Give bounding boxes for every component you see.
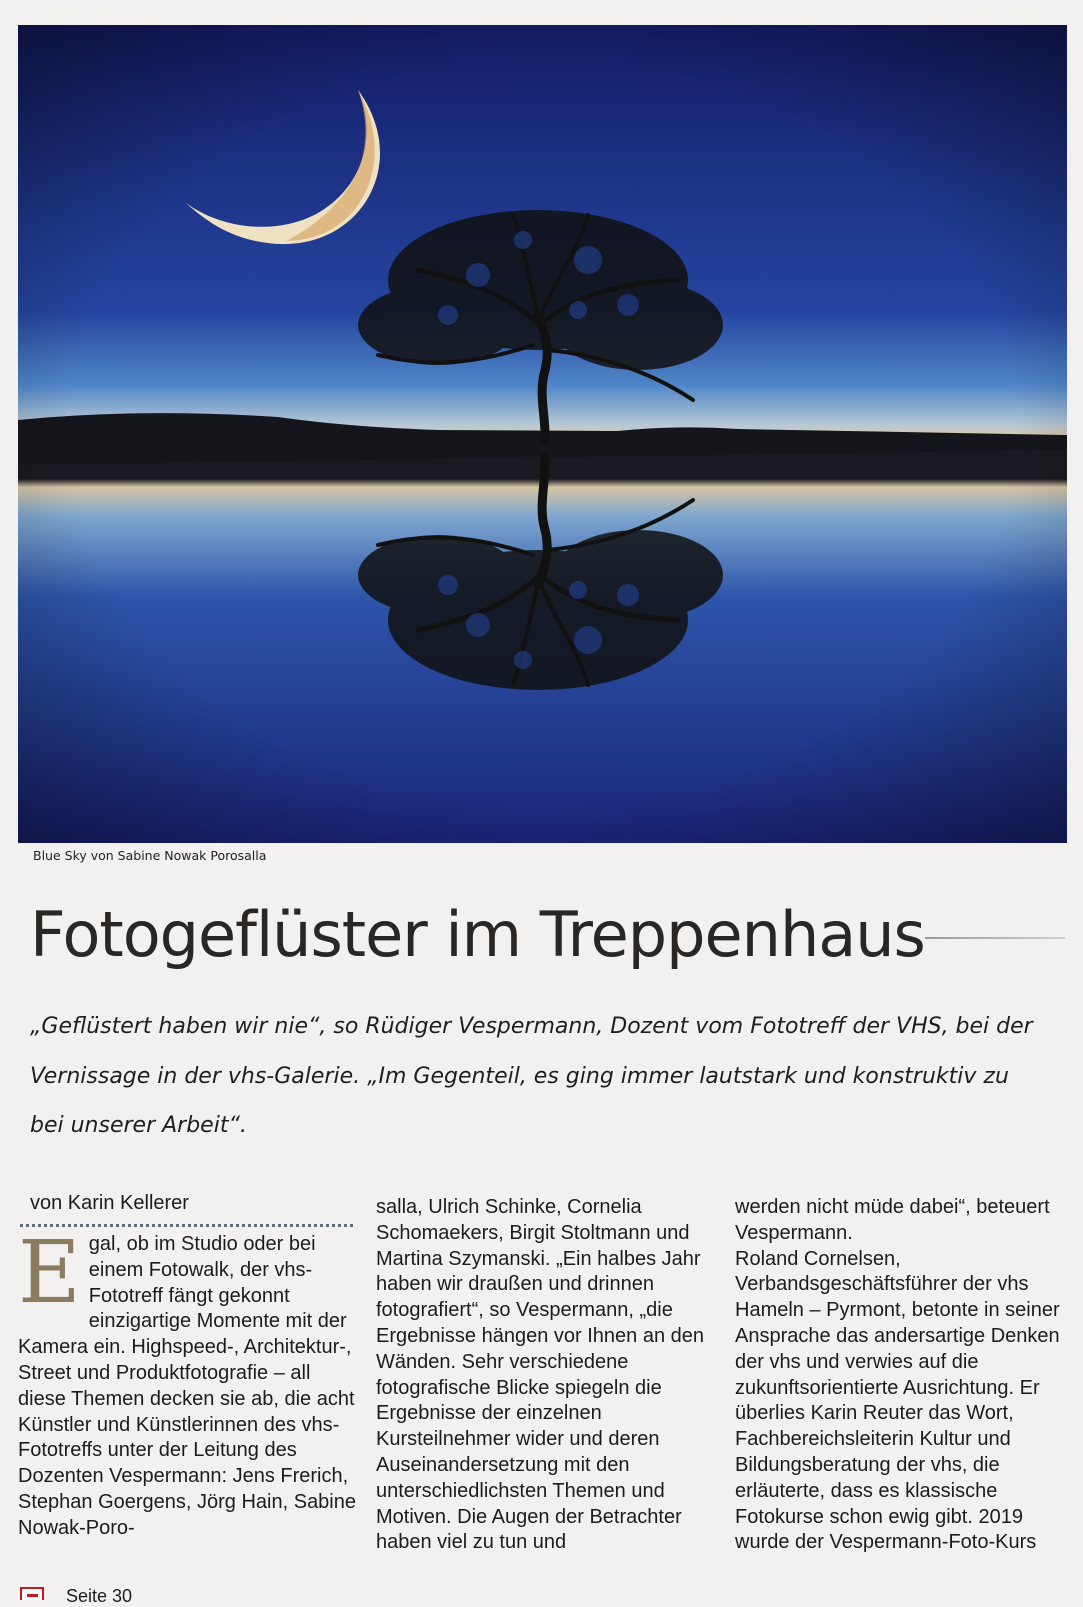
hero-photo: [18, 25, 1067, 843]
column-1-text: gal, ob im Studio oder bei einem Fotowalk, der vhs-Fototreff fängt gekonnt einzigartige Momente mit der Kamera ein. Highspeed-, Architektur-, Street und Produktfotografie – all diese Themen decken sie ab, die acht Künstler und Künstlerinnen des vhs-Fototreffs unter der Leitung des Dozenten Vespermann: Jens Frerich, Stephan Goergens, Jörg Hain, Sabine Nowak-Poro-: [18, 1233, 356, 1539]
byline: von Karin Kellerer: [30, 1192, 189, 1214]
headline-rule: [925, 937, 1065, 939]
document-icon: [20, 1587, 44, 1600]
column-2-text: salla, Ulrich Schinke, Cornelia Schomaekers, Birgit Stoltmann und Martina Szymanski. „Ein halbes Jahr haben wir draußen und drinnen fotografiert“, so Vespermann, „die Ergebnisse hängen vor Ihnen an den Wänden. Sehr verschiedene fotografische Blicke spiegeln die Ergebnisse der einzelnen Kursteilnehmer wider und deren Auseinandersetzung mit den unterschiedlichsten Themen und Motiven. Die Augen der Betrachter haben viel zu tun und: [376, 1196, 705, 1554]
column-3-text-a: werden nicht müde dabei“, beteuert Vespermann.: [735, 1196, 1050, 1244]
column-3: [735, 1195, 1065, 1556]
page-number: Seite 30: [66, 1586, 133, 1606]
column-1: [18, 1223, 358, 1542]
moon-tree-reflection-image: [18, 25, 1067, 843]
column-2: [376, 1195, 716, 1556]
column-3-text-b: Roland Cornelsen, Verbandsgeschäftsführer der vhs Hameln – Pyrmont, betonte in seiner Ansprache das andersartige Denken der vhs und verwies auf die zukunftsorientierte Ausrichtung. Er überlies Karin Reuter das Wort, Fachbereichsleiterin Kultur und Bildungsberatung der vhs, die erläuterte, dass es klassische Fotokurse schon ewig gibt. 2019 wurde der Vespermann-Foto-Kurs: [735, 1247, 1060, 1554]
photo-caption: Blue Sky von Sabine Nowak Porosalla: [33, 848, 267, 863]
drop-cap: E: [18, 1223, 81, 1323]
article-headline: Fotogeflüster im Treppenhaus: [30, 898, 925, 971]
article-lead: „Geflüstert haben wir nie“, so Rüdiger Vespermann, Dozent vom Fototreff der VHS, bei der Vernissage in der vhs-Galerie. „Im Gegenteil, es ging immer lautstark und konstruktiv zu bei unserer Arbeit“.: [30, 1014, 1033, 1138]
